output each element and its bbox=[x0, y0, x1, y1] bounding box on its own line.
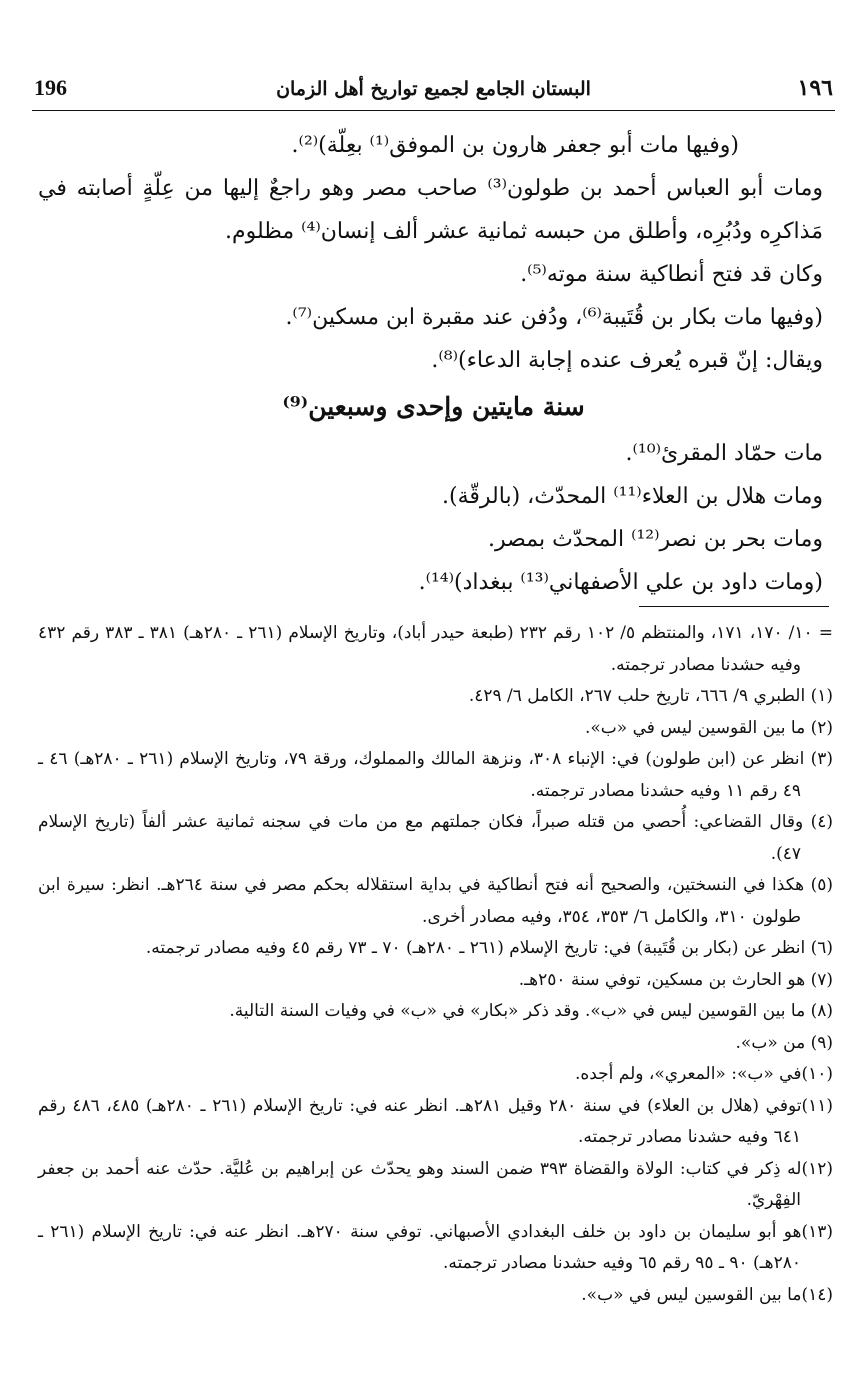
paragraph-7: ومات هلال بن العلاء⁽¹¹⁾ المحدّث، (بالرقّة). bbox=[442, 484, 823, 509]
footnote-10: (١٠)في «ب»: «المعري»، ولم أجده. bbox=[574, 1064, 833, 1084]
paragraph-5: ويقال: إنّ قبره يُعرف عنده إجابة الدعاء)⁽⁸⁾. bbox=[431, 348, 823, 373]
footnote-12: (١٢)له ذِكر في كتاب: الولاة والقضاة ٣٩٣ ضمن السند وهو يحدّث عن إبراهيم بن عُليَّة. حدّث عنه أحمد بن جعفر الفِهْريّ. bbox=[38, 1158, 833, 1210]
paragraph-9: (ومات داود بن علي الأصفهاني⁽¹³⁾ ببغداد)⁽¹⁴⁾. bbox=[418, 570, 823, 595]
paragraph-8: ومات بحر بن نصر⁽¹²⁾ المحدّث بمصر. bbox=[488, 527, 823, 552]
header-rule bbox=[32, 110, 835, 111]
running-title: البستان الجامع لجميع تواريخ أهل الزمان bbox=[276, 78, 591, 100]
footnote-14: (١٤)ما بين القوسين ليس في «ب». bbox=[581, 1284, 833, 1305]
paragraph-1: (وفيها مات أبو جعفر هارون بن الموفق⁽¹⁾ بعِلّة)⁽²⁾. bbox=[291, 133, 739, 158]
page-header bbox=[32, 74, 835, 108]
footnote-7: (٧) هو الحارث بن مسكين، توفي سنة ٢٥٠هـ. bbox=[518, 969, 833, 990]
paragraph-4: (وفيها مات بكار بن قُتَيبة⁽⁶⁾، ودُفن عند مقبرة ابن مسكين⁽⁷⁾. bbox=[285, 305, 823, 330]
page-number-latin: 196 bbox=[34, 75, 67, 100]
footnotes bbox=[38, 618, 833, 1311]
footnote-3: (٣) انظر عن (ابن طولون) في: الإنباء ٣٠٨، ونزهة المالك والمملوك، ورقة ٧٩، وتاريخ الإسلام (٢٦١ ـ ٢٨٠هـ) ٤٦ ـ ٤٩ رقم ١١ وفيه حشدنا مصادر ترجمته. bbox=[38, 749, 834, 801]
main-text bbox=[38, 124, 829, 604]
footnote-5: (٥) هكذا في النسختين، والصحيح أنه فتح أنطاكية في بداية استقلاله بحكم مصر في سنة ٢٦٤هـ. انظر: سيرة ابن طولون ٣١٠، والكامل ٦/ ٣٥٣، ٣٥٤، وفيه مصادر أخرى. bbox=[38, 875, 833, 927]
paragraph-3: وكان قد فتح أنطاكية سنة موته⁽⁵⁾. bbox=[520, 262, 823, 287]
footnote-2: (٢) ما بين القوسين ليس في «ب». bbox=[584, 717, 833, 738]
footnote-6: (٦) انظر عن (بكار بن قُتَيبة) في: تاريخ الإسلام (٢٦١ ـ ٢٨٠هـ) ٧٠ ـ ٧٣ رقم ٤٥ وفيه مصادر ترجمته. bbox=[145, 938, 833, 958]
section-heading: سنة مايتين وإحدى وسبعين⁽⁹⁾ bbox=[282, 392, 585, 421]
footnote-1: (١) الطبري ٩/ ٦٦٦، تاريخ حلب ٢٦٧، الكامل ٦/ ٤٢٩. bbox=[468, 686, 833, 706]
page-number-arabic: ١٩٦ bbox=[797, 75, 833, 101]
footnote-4: (٤) وقال القضاعي: أُحصي من قتله صبراً، فكان جملتهم مع من مات في سجنه ثمانية عشر ألفاً (تاريخ الإسلام ٤٧). bbox=[38, 812, 833, 864]
footnote-9: (٩) من «ب». bbox=[735, 1032, 833, 1053]
footnote-11: (١١)توفي (هلال بن العلاء) في سنة ٢٨٠ وقيل ٢٨١هـ. انظر عنه في: تاريخ الإسلام (٢٦١ ـ ٢٨٠هـ) ٤٨٥، ٤٨٦ رقم ٦٤١ وفيه حشدنا مصادر ترجمته. bbox=[38, 1095, 834, 1147]
footnote-13: (١٣)هو أبو سليمان بن داود بن خلف البغدادي الأصبهاني. توفي سنة ٢٧٠هـ. انظر عنه في: تاريخ الإسلام (٢٦١ ـ ٢٨٠هـ) ٩٠ ـ ٩٥ رقم ٦٥ وفيه حشدنا مصادر ترجمته. bbox=[38, 1221, 833, 1273]
footnote-continued: = ١٠/ ١٧٠، ١٧١، والمنتظم ٥/ ١٠٢ رقم ٢٣٢ (طبعة حيدر أباد)، وتاريخ الإسلام (٢٦١ ـ ٢٨٠هـ) ٣٨١ ـ ٣٨٣ رقم ٤٣٢ وفيه حشدنا مصادر ترجمته. bbox=[38, 623, 833, 675]
paragraph-2: ومات أبو العباس أحمد بن طولون⁽³⁾ صاحب مصر وهو راجعٌ إليها من عِلّةٍ أصابته في مَذاكرِه ودُبُرِه، وأطلق من حبسه ثمانية عشر ألف إنسان⁽⁴⁾ مظلوم. bbox=[38, 176, 823, 244]
footnote-8: (٨) ما بين القوسين ليس في «ب». وقد ذكر «بكار» في «ب» في وفيات السنة التالية. bbox=[229, 1001, 833, 1021]
paragraph-6: مات حمّاد المقرئ⁽¹⁰⁾. bbox=[625, 441, 823, 466]
footnote-separator bbox=[639, 606, 829, 607]
